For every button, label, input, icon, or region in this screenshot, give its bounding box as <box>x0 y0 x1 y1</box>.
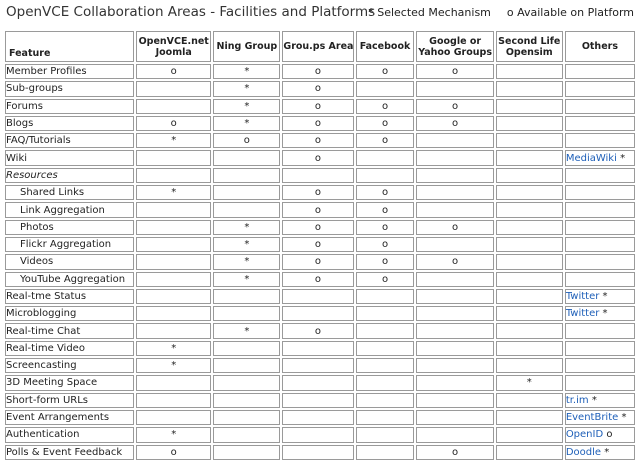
cell-google <box>416 375 493 390</box>
cell-facebook: o <box>356 272 415 287</box>
cell-ning <box>213 410 280 425</box>
cell-google <box>416 272 493 287</box>
cell-openvce <box>136 393 211 408</box>
cell-openvce: o <box>136 116 211 131</box>
cell-secondlife <box>496 254 563 269</box>
feature-cell: 3D Meeting Space <box>5 375 134 390</box>
table-row <box>5 427 635 442</box>
cell-facebook: o <box>356 64 415 79</box>
cell-secondlife <box>496 393 563 408</box>
cell-openvce <box>136 202 211 217</box>
cell-facebook: o <box>356 220 415 235</box>
cell-secondlife <box>496 116 563 131</box>
feature-cell: Microblogging <box>5 306 134 321</box>
cell-ning <box>213 289 280 304</box>
cell-openvce: * <box>136 341 211 356</box>
cell-ning <box>213 168 280 183</box>
table-row <box>5 358 635 373</box>
table-row <box>5 185 635 200</box>
cell-openvce: * <box>136 427 211 442</box>
legend-available: o Available on Platform <box>506 6 634 19</box>
cell-google: o <box>416 116 493 131</box>
others-link[interactable]: OpenID <box>565 429 604 441</box>
cell-google <box>416 341 493 356</box>
feature-cell: FAQ/Tutorials <box>5 133 134 148</box>
cell-facebook <box>356 289 415 304</box>
column-header-google <box>416 31 493 62</box>
feature-cell: Blogs <box>5 116 134 131</box>
cell-others <box>565 133 635 148</box>
table-row <box>5 375 635 390</box>
cell-ning: * <box>213 237 280 252</box>
others-mark: * <box>602 291 608 302</box>
cell-others <box>565 150 635 165</box>
cell-secondlife <box>496 81 563 96</box>
cell-secondlife <box>496 445 563 460</box>
cell-secondlife <box>496 289 563 304</box>
cell-facebook <box>356 445 415 460</box>
feature-cell: Real-tme Status <box>5 289 134 304</box>
cell-openvce <box>136 375 211 390</box>
cell-openvce <box>136 168 211 183</box>
cell-others <box>565 289 635 304</box>
cell-secondlife <box>496 323 563 338</box>
feature-cell: Screencasting <box>5 358 134 373</box>
table-row <box>5 99 635 114</box>
others-link[interactable]: Twitter <box>565 308 600 320</box>
table-row <box>5 272 635 287</box>
cell-groups <box>282 375 353 390</box>
table-row <box>5 81 635 96</box>
cell-groups <box>282 445 353 460</box>
cell-secondlife <box>496 133 563 148</box>
column-header-openvce <box>136 31 211 62</box>
cell-facebook <box>356 341 415 356</box>
cell-groups <box>282 341 353 356</box>
cell-others <box>565 64 635 79</box>
cell-facebook <box>356 427 415 442</box>
cell-ning <box>213 445 280 460</box>
cell-ning <box>213 375 280 390</box>
cell-google <box>416 393 493 408</box>
cell-groups <box>282 393 353 408</box>
cell-ning <box>213 150 280 165</box>
cell-groups: o <box>282 185 353 200</box>
cell-google: o <box>416 445 493 460</box>
column-header-ning <box>213 31 280 62</box>
others-mark: o <box>606 429 613 441</box>
cell-openvce: o <box>136 445 211 460</box>
cell-google <box>416 358 493 373</box>
table-row <box>5 393 635 408</box>
cell-others <box>565 202 635 217</box>
table-row <box>5 220 635 235</box>
others-link[interactable]: MediaWiki <box>565 152 617 164</box>
cell-secondlife <box>496 306 563 321</box>
cell-secondlife <box>496 168 563 183</box>
cell-groups <box>282 168 353 183</box>
cell-facebook: o <box>356 185 415 200</box>
feature-cell: Sub-groups <box>5 81 134 96</box>
cell-ning: * <box>213 81 280 96</box>
cell-secondlife <box>496 185 563 200</box>
column-header-sublabel: Joomla <box>155 46 192 58</box>
header-row <box>5 31 635 62</box>
cell-groups: o <box>282 237 353 252</box>
column-header-label: Google or <box>429 35 482 47</box>
feature-cell: Real-time Chat <box>5 323 134 338</box>
cell-openvce: * <box>136 358 211 373</box>
cell-secondlife <box>496 341 563 356</box>
cell-facebook <box>356 375 415 390</box>
feature-cell: Resources <box>5 168 134 183</box>
table-row <box>5 116 635 131</box>
table-row <box>5 306 635 321</box>
cell-facebook: o <box>356 99 415 114</box>
cell-ning <box>213 427 280 442</box>
cell-secondlife: * <box>496 375 563 390</box>
cell-google <box>416 185 493 200</box>
feature-cell: Flickr Aggregation <box>5 237 134 252</box>
cell-others <box>565 306 635 321</box>
cell-others <box>565 341 635 356</box>
others-mark: * <box>621 412 627 424</box>
cell-others <box>565 185 635 200</box>
cell-google <box>416 289 493 304</box>
column-header-sublabel: Opensim <box>505 46 553 58</box>
cell-facebook <box>356 323 415 338</box>
cell-google <box>416 81 493 96</box>
table-row <box>5 323 635 338</box>
cell-ning: * <box>213 99 280 114</box>
cell-others <box>565 410 635 425</box>
cell-groups: o <box>282 220 353 235</box>
cell-google: o <box>416 254 493 269</box>
cell-others <box>565 375 635 390</box>
column-header-secondlife <box>496 31 563 62</box>
cell-secondlife <box>496 99 563 114</box>
cell-facebook <box>356 410 415 425</box>
others-mark: * <box>591 394 597 406</box>
cell-google: o <box>416 64 493 79</box>
cell-facebook <box>356 358 415 373</box>
table-row <box>5 237 635 252</box>
cell-openvce: * <box>136 133 211 148</box>
cell-ning: * <box>213 272 280 287</box>
column-header-label: Feature <box>9 48 51 59</box>
cell-others <box>565 168 635 183</box>
cell-google <box>416 133 493 148</box>
cell-google <box>416 202 493 217</box>
cell-groups: o <box>282 99 353 114</box>
cell-facebook: o <box>356 237 415 252</box>
feature-cell: Real-time Video <box>5 341 134 356</box>
others-mark: * <box>620 152 626 164</box>
feature-cell: Polls & Event Feedback <box>5 445 134 460</box>
feature-cell: Member Profiles <box>5 64 134 79</box>
cell-facebook <box>356 168 415 183</box>
cell-google <box>416 150 493 165</box>
column-header-label: OpenVCE.net <box>138 35 209 47</box>
cell-ning <box>213 358 280 373</box>
cell-google <box>416 410 493 425</box>
others-link[interactable]: tr.im <box>565 394 589 406</box>
cell-groups: o <box>282 150 353 165</box>
cell-groups: o <box>282 202 353 217</box>
cell-secondlife <box>496 272 563 287</box>
others-link[interactable]: Doodle <box>565 446 602 458</box>
cell-secondlife <box>496 358 563 373</box>
cell-others <box>565 393 635 408</box>
cell-ning: * <box>213 64 280 79</box>
cell-groups <box>282 358 353 373</box>
feature-cell: Short-form URLs <box>5 393 134 408</box>
cell-facebook: o <box>356 202 415 217</box>
feature-cell: Link Aggregation <box>5 202 134 217</box>
cell-secondlife <box>496 427 563 442</box>
cell-openvce <box>136 272 211 287</box>
table-row <box>5 445 635 460</box>
cell-groups <box>282 427 353 442</box>
cell-ning <box>213 185 280 200</box>
cell-openvce: o <box>136 64 211 79</box>
cell-others <box>565 99 635 114</box>
cell-others <box>565 254 635 269</box>
cell-ning: * <box>213 220 280 235</box>
title-bar <box>3 4 637 24</box>
cell-groups: o <box>282 254 353 269</box>
cell-ning: * <box>213 254 280 269</box>
cell-groups: o <box>282 116 353 131</box>
cell-groups <box>282 306 353 321</box>
cell-ning <box>213 341 280 356</box>
legend-selected: * Selected Mechanism <box>368 6 491 19</box>
cell-secondlife <box>496 410 563 425</box>
cell-others <box>565 81 635 96</box>
table-row <box>5 168 635 183</box>
cell-ning: * <box>213 116 280 131</box>
feature-cell: Photos <box>5 220 134 235</box>
cell-others <box>565 358 635 373</box>
others-mark: * <box>604 446 610 458</box>
table-row <box>5 133 635 148</box>
table-row <box>5 64 635 79</box>
table-row <box>5 341 635 356</box>
column-header-feature <box>5 31 134 62</box>
cell-groups: o <box>282 81 353 96</box>
feature-cell: Event Arrangements <box>5 410 134 425</box>
cell-secondlife <box>496 237 563 252</box>
feature-cell: Wiki <box>5 150 134 165</box>
cell-google <box>416 168 493 183</box>
cell-others <box>565 220 635 235</box>
cell-groups <box>282 410 353 425</box>
cell-facebook <box>356 150 415 165</box>
cell-others <box>565 427 635 442</box>
cell-groups: o <box>282 272 353 287</box>
cell-openvce: * <box>136 185 211 200</box>
table-row <box>5 202 635 217</box>
cell-facebook: o <box>356 116 415 131</box>
cell-ning <box>213 306 280 321</box>
others-link[interactable]: EventBrite <box>565 412 619 424</box>
legend <box>368 6 634 19</box>
column-header-groups <box>282 31 353 62</box>
cell-openvce <box>136 220 211 235</box>
cell-secondlife <box>496 220 563 235</box>
others-link[interactable]: Twitter <box>565 291 600 302</box>
column-header-label: Others <box>581 41 618 52</box>
cell-openvce <box>136 254 211 269</box>
cell-facebook: o <box>356 133 415 148</box>
column-header-label: Second Life <box>498 35 561 47</box>
cell-ning <box>213 393 280 408</box>
cell-facebook: o <box>356 254 415 269</box>
feature-cell: YouTube Aggregation <box>5 272 134 287</box>
others-mark: * <box>602 308 608 320</box>
cell-others <box>565 116 635 131</box>
table-row <box>5 289 635 304</box>
table-body <box>5 64 635 460</box>
cell-google: o <box>416 99 493 114</box>
cell-google <box>416 427 493 442</box>
feature-cell: Authentication <box>5 427 134 442</box>
cell-ning <box>213 202 280 217</box>
table-row <box>5 254 635 269</box>
cell-groups: o <box>282 64 353 79</box>
cell-ning: o <box>213 133 280 148</box>
cell-others <box>565 323 635 338</box>
table-row <box>5 150 635 165</box>
cell-others <box>565 445 635 460</box>
cell-openvce <box>136 410 211 425</box>
column-header-label: Grou.ps Area <box>283 41 354 52</box>
cell-others <box>565 272 635 287</box>
feature-cell: Forums <box>5 99 134 114</box>
cell-openvce <box>136 237 211 252</box>
cell-openvce <box>136 81 211 96</box>
cell-groups: o <box>282 133 353 148</box>
cell-secondlife <box>496 64 563 79</box>
cell-others <box>565 237 635 252</box>
cell-google <box>416 323 493 338</box>
cell-facebook <box>356 81 415 96</box>
cell-facebook <box>356 306 415 321</box>
cell-google: o <box>416 220 493 235</box>
cell-groups <box>282 289 353 304</box>
column-header-label: Facebook <box>359 41 411 52</box>
cell-openvce <box>136 150 211 165</box>
cell-openvce <box>136 323 211 338</box>
page-title: OpenVCE Collaboration Areas - Facilities and Platforms <box>6 4 376 20</box>
column-header-others <box>565 31 635 62</box>
feature-cell: Shared Links <box>5 185 134 200</box>
cell-google <box>416 306 493 321</box>
cell-google <box>416 237 493 252</box>
cell-ning: * <box>213 323 280 338</box>
cell-openvce <box>136 289 211 304</box>
feature-cell: Videos <box>5 254 134 269</box>
cell-facebook <box>356 393 415 408</box>
cell-secondlife <box>496 150 563 165</box>
column-header-sublabel: Yahoo Groups <box>418 46 492 58</box>
cell-secondlife <box>496 202 563 217</box>
feature-table <box>3 29 637 462</box>
column-header-facebook <box>356 31 415 62</box>
cell-groups: o <box>282 323 353 338</box>
column-header-label: Ning Group <box>216 41 278 52</box>
table-row <box>5 410 635 425</box>
cell-openvce <box>136 99 211 114</box>
cell-openvce <box>136 306 211 321</box>
